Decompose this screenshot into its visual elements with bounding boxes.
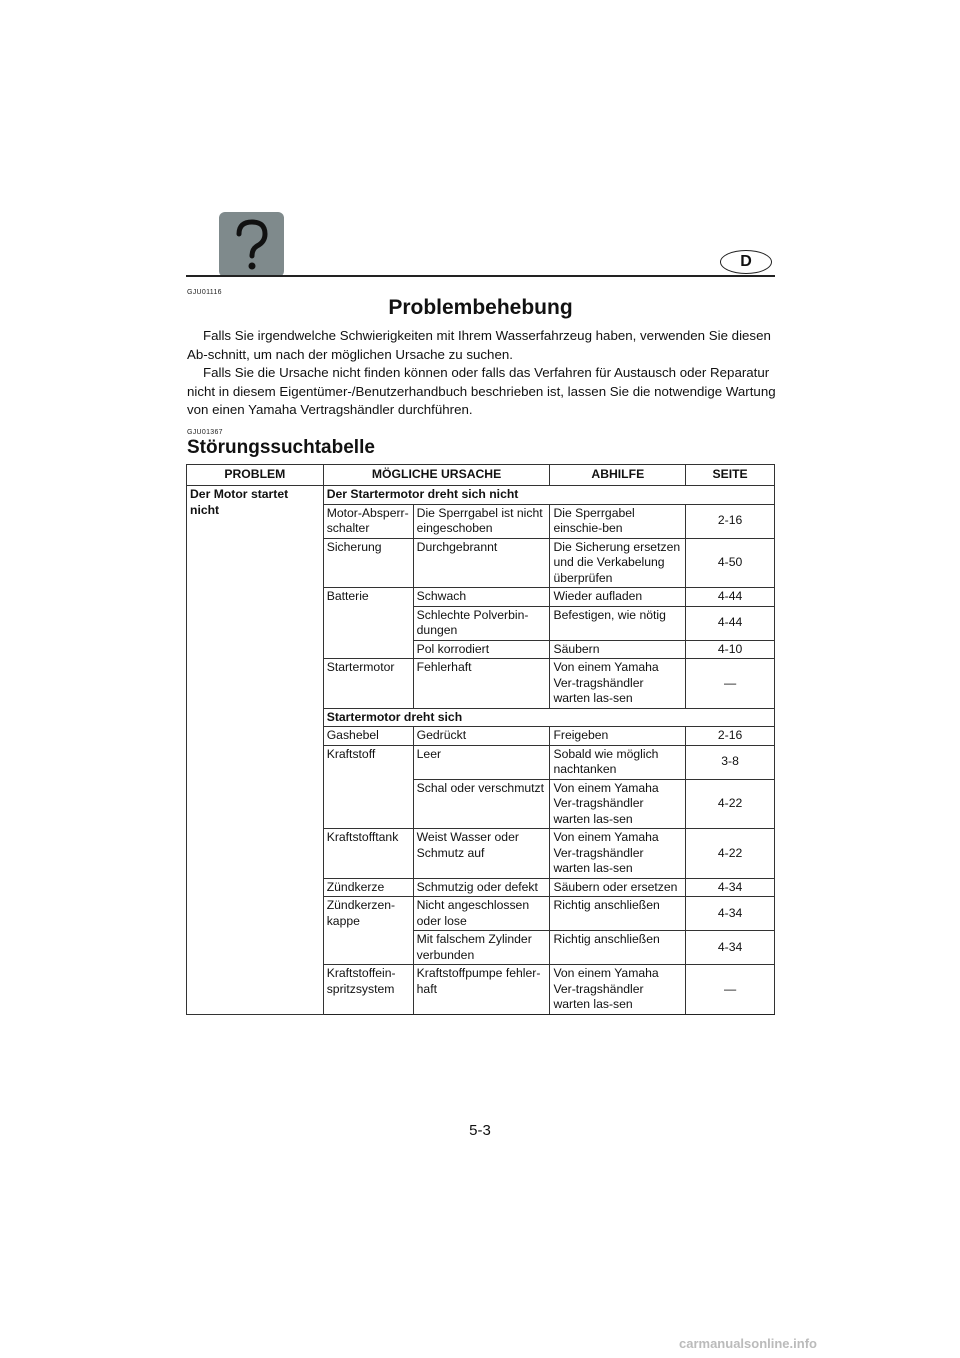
page-cell: 2-16 bbox=[686, 504, 775, 538]
cause-cell: Mit falschem Zylinder verbunden bbox=[413, 931, 550, 965]
page-cell: 2-16 bbox=[686, 727, 775, 746]
cause-cell: Kraftstoffpumpe fehler-haft bbox=[413, 965, 550, 1015]
page-cell: 4-44 bbox=[686, 588, 775, 607]
part-cell: Gashebel bbox=[323, 727, 413, 746]
remedy-cell: Wieder aufladen bbox=[550, 588, 686, 607]
cause-cell: Pol korrodiert bbox=[413, 640, 550, 659]
cause-cell: Schlechte Polverbin-dungen bbox=[413, 606, 550, 640]
cause-cell: Schwach bbox=[413, 588, 550, 607]
language-badge: D bbox=[720, 250, 772, 274]
troubleshooting-table bbox=[186, 464, 775, 1015]
page-number: 5-3 bbox=[469, 1122, 491, 1139]
remedy-cell: Von einem Yamaha Ver-tragshändler warten las-sen bbox=[550, 659, 686, 709]
remedy-cell: Säubern bbox=[550, 640, 686, 659]
page-cell: — bbox=[686, 965, 775, 1015]
header-problem: PROBLEM bbox=[187, 465, 324, 486]
part-cell: Zündkerzen-kappe bbox=[323, 897, 413, 965]
part-cell: Startermotor bbox=[323, 659, 413, 709]
subheading-starter-not-turning: Der Startermotor dreht sich nicht bbox=[323, 486, 774, 505]
subheading-starter-turning: Startermotor dreht sich bbox=[323, 708, 774, 727]
page-cell: 4-22 bbox=[686, 829, 775, 879]
header-rule bbox=[186, 275, 775, 277]
page-cell: 4-22 bbox=[686, 779, 775, 829]
part-cell: Kraftstofftank bbox=[323, 829, 413, 879]
cause-cell: Schmutzig oder defekt bbox=[413, 878, 550, 897]
remedy-cell: Befestigen, wie nötig bbox=[550, 606, 686, 640]
part-cell: Motor-Absperr-schalter bbox=[323, 504, 413, 538]
page-cell: 3-8 bbox=[686, 745, 775, 779]
part-cell: Kraftstoff bbox=[323, 745, 413, 829]
table-row bbox=[187, 486, 775, 505]
section-title: Störungssuchtabelle bbox=[187, 437, 375, 458]
remedy-cell: Säubern oder ersetzen bbox=[550, 878, 686, 897]
intro-paragraph-1: Falls Sie irgendwelche Schwierigkeiten mit Ihrem Wasserfahrzeug haben, verwenden Sie diesen Ab-schnitt, um nach der möglichen Ursache zu suchen. bbox=[187, 328, 771, 362]
remedy-cell: Richtig anschließen bbox=[550, 897, 686, 931]
page-cell: 4-34 bbox=[686, 931, 775, 965]
page-cell: 4-50 bbox=[686, 538, 775, 588]
page-cell: 4-44 bbox=[686, 606, 775, 640]
remedy-cell: Von einem Yamaha Ver-tragshändler warten las-sen bbox=[550, 829, 686, 879]
remedy-cell: Freigeben bbox=[550, 727, 686, 746]
remedy-cell: Von einem Yamaha Ver-tragshändler warten las-sen bbox=[550, 779, 686, 829]
problem-cell: Der Motor startet nicht bbox=[187, 486, 324, 1015]
page-cell: 4-10 bbox=[686, 640, 775, 659]
section-code: GJU01367 bbox=[187, 429, 223, 436]
remedy-cell: Von einem Yamaha Ver-tragshändler warten las-sen bbox=[550, 965, 686, 1015]
remedy-cell: Die Sicherung ersetzen und die Verkabelung überprüfen bbox=[550, 538, 686, 588]
page-cell: 4-34 bbox=[686, 897, 775, 931]
part-cell: Batterie bbox=[323, 588, 413, 659]
cause-cell: Durchgebrannt bbox=[413, 538, 550, 588]
intro-paragraph-2: Falls Sie die Ursache nicht finden können oder falls das Verfahren für Austausch oder Reparatur nicht in diesem Eigentümer-/Benutzerhandbuch beschrieben ist, lassen Sie die notwendige Wartung von einen Yamaha Vertragshändler durchführen. bbox=[187, 365, 776, 417]
cause-cell: Die Sperrgabel ist nicht eingeschoben bbox=[413, 504, 550, 538]
section-code: GJU01116 bbox=[187, 289, 222, 296]
header-cause: MÖGLICHE URSACHE bbox=[323, 465, 550, 486]
question-mark-icon bbox=[219, 212, 284, 277]
part-cell: Zündkerze bbox=[323, 878, 413, 897]
header-page: SEITE bbox=[686, 465, 775, 486]
part-cell: Kraftstoffein-spritzsystem bbox=[323, 965, 413, 1015]
cause-cell: Nicht angeschlossen oder lose bbox=[413, 897, 550, 931]
watermark: carmanualsonline.info bbox=[679, 1336, 817, 1351]
page-cell: 4-34 bbox=[686, 878, 775, 897]
cause-cell: Weist Wasser oder Schmutz auf bbox=[413, 829, 550, 879]
cause-cell: Leer bbox=[413, 745, 550, 779]
cause-cell: Fehlerhaft bbox=[413, 659, 550, 709]
part-cell: Sicherung bbox=[323, 538, 413, 588]
cause-cell: Schal oder verschmutzt bbox=[413, 779, 550, 829]
table-header-row bbox=[187, 465, 775, 486]
intro-text bbox=[187, 327, 779, 420]
header-remedy: ABHILFE bbox=[550, 465, 686, 486]
remedy-cell: Die Sperrgabel einschie-ben bbox=[550, 504, 686, 538]
cause-cell: Gedrückt bbox=[413, 727, 550, 746]
page-title: Problembehebung bbox=[388, 296, 573, 319]
remedy-cell: Richtig anschließen bbox=[550, 931, 686, 965]
remedy-cell: Sobald wie möglich nachtanken bbox=[550, 745, 686, 779]
page-cell: — bbox=[686, 659, 775, 709]
